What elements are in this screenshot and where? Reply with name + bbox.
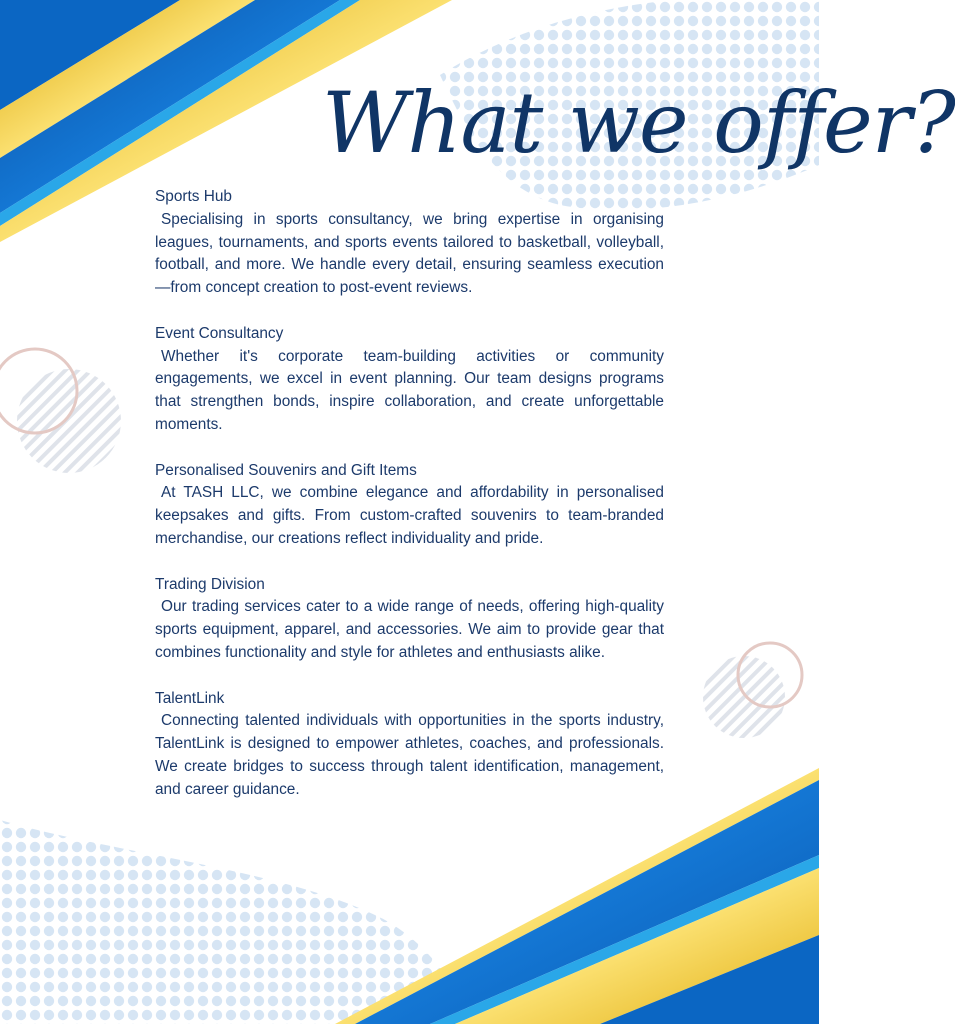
section-event-consultancy [155,323,664,437]
section-heading: TalentLink [155,689,225,707]
section-body: Whether it's corporate team-building activities or community engagements, we excel in event planning. Our team designs programs that strengthen bonds, inspire collaboration, and create unforgettable moments. [155,347,664,433]
section-body: Specialising in sports consultancy, we bring expertise in organising leagues, tournaments, and sports events tailored to basketball, volleyball, football, and more. We handle every detail, ensuring seamless execution—from concept creation to post-event reviews. [155,210,664,297]
section-heading: Personalised Souvenirs and Gift Items [155,461,417,479]
section-body: Connecting talented individuals with opportunities in the sports industry, TalentLink is designed to empower athletes, coaches, and professionals. We create bridges to success through talent identification, management, and career guidance. [155,712,664,798]
section-heading: Sports Hub [155,188,232,205]
section-heading: Event Consultancy [155,324,284,342]
page-title: What we offer? [322,74,955,172]
offer-content [155,186,664,824]
section-souvenirs-gifts [155,460,664,551]
section-sports-hub [155,186,664,300]
right-circle-decoration [703,643,802,738]
section-body: At TASH LLC, we combine elegance and affordability in personalised keepsakes and gifts. From custom-crafted souvenirs to team-branded merchandise, our creations reflect individuality and pride. [155,484,664,547]
section-body: Our trading services cater to a wide range of needs, offering high-quality sports equipment, apparel, and accessories. We aim to provide gear that combines functionality and style for athletes and enthusiasts alike. [155,598,664,661]
section-heading: Trading Division [155,575,265,593]
left-circle-decoration [0,349,121,473]
section-trading-division [155,574,664,665]
section-talentlink [155,688,664,802]
